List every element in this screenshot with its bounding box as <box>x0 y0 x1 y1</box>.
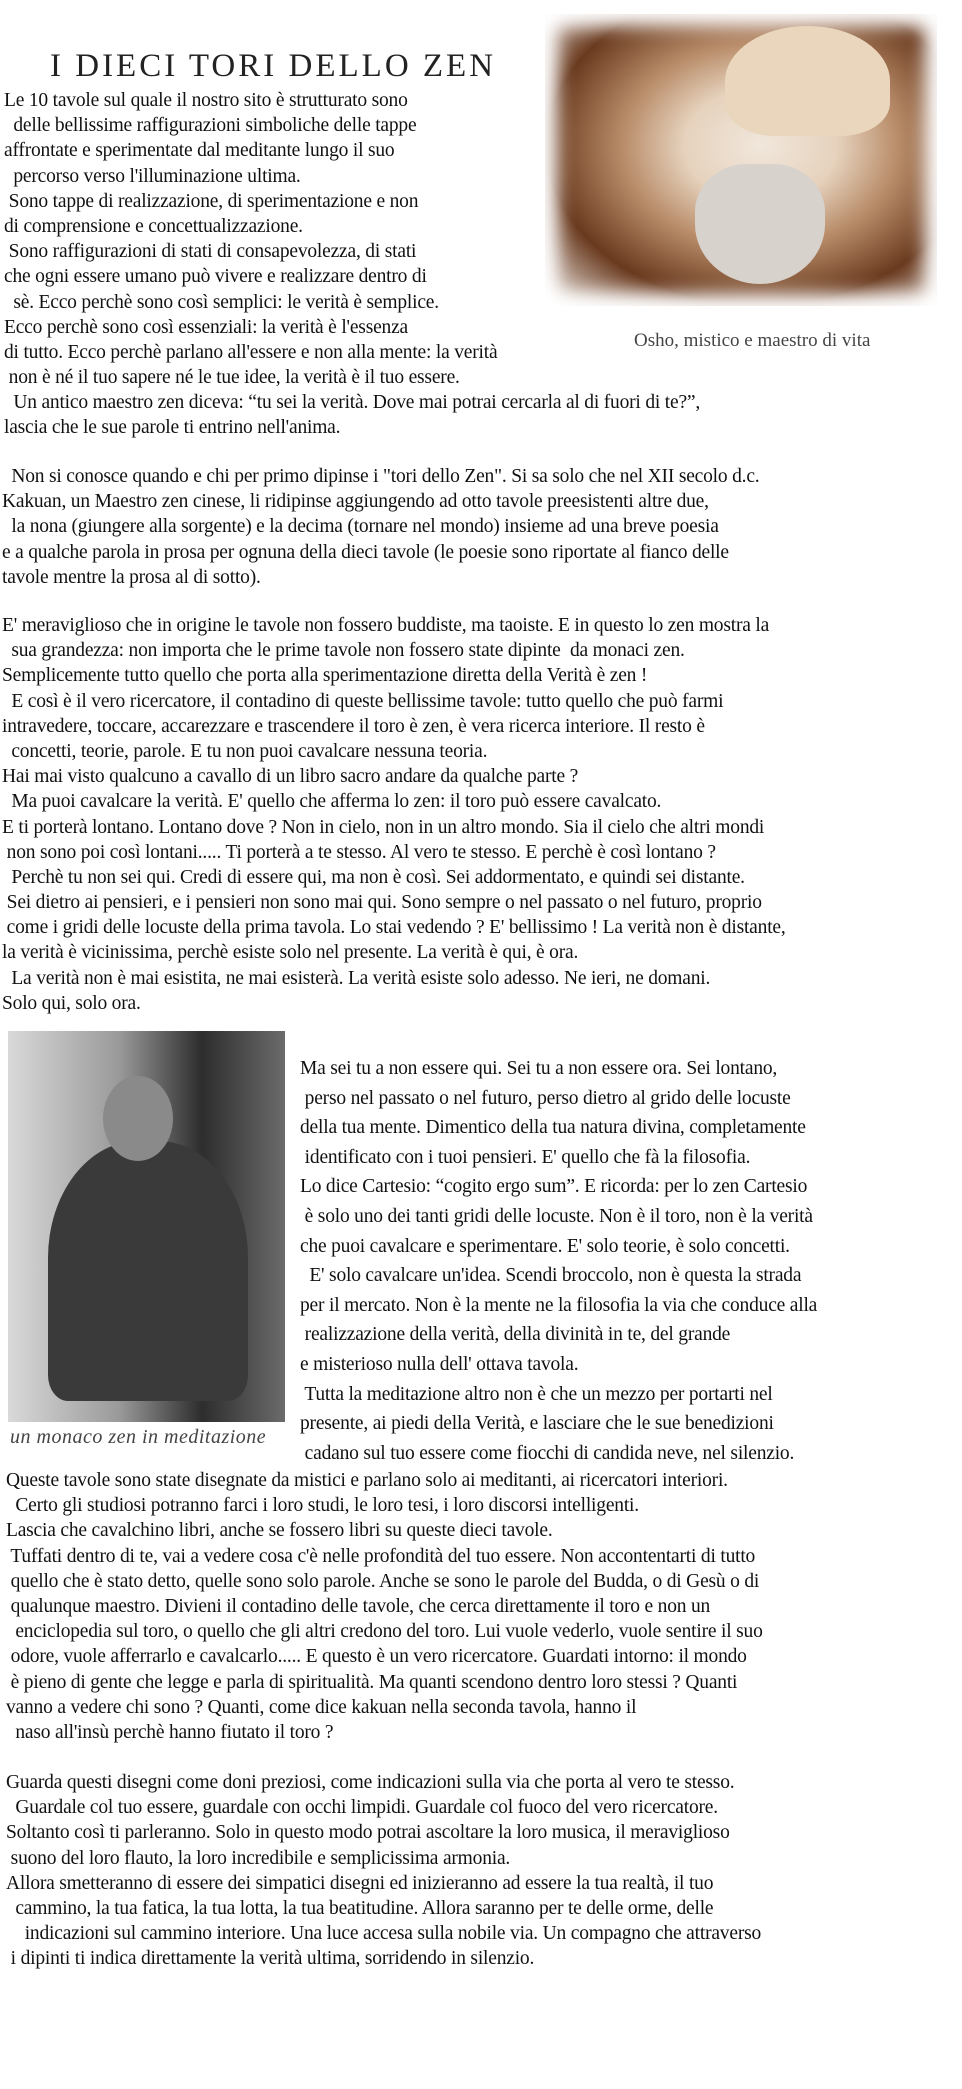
history-paragraph <box>2 464 759 590</box>
seeker-paragraph <box>2 613 786 1016</box>
text-line: indicazioni sul cammino interiore. Una luce accesa sulla nobile via. Un compagno che attraverso <box>6 1923 762 1945</box>
text-line: che puoi cavalcare e sperimentare. E' solo teorie, è solo concetti. <box>300 1235 790 1257</box>
photo-head <box>103 1076 173 1161</box>
photo-hat <box>725 26 890 136</box>
text-line: vanno a vedere chi sono ? Quanti, come dice kakuan nella seconda tavola, hanno il <box>6 1696 637 1718</box>
text-line: che ogni essere umano può vivere e realizzare dentro di <box>4 266 427 288</box>
text-line: E ti porterà lontano. Lontano dove ? Non in cielo, non in un altro mondo. Sia il cielo che altri mondi <box>2 816 765 838</box>
text-line: Tutta la meditazione altro non è che un mezzo per portarti nel <box>300 1383 773 1405</box>
text-line: delle bellissime raffigurazioni simboliche delle tappe <box>4 115 417 137</box>
text-line: Perchè tu non sei qui. Credi di essere qui, ma non è così. Sei addormentato, e quindi sei distante. <box>2 866 745 888</box>
text-line: Kakuan, un Maestro zen cinese, li ridipinse aggiungendo ad otto tavole preesistenti altre due, <box>2 491 709 513</box>
text-line: Ecco perchè sono così essenziali: la verità è l'essenza <box>4 316 408 338</box>
text-line: E' solo cavalcare un'idea. Scendi broccolo, non è questa la strada <box>300 1265 802 1287</box>
monk-photo-caption: un monaco zen in meditazione <box>10 1426 267 1448</box>
text-line: affrontate e sperimentate dal meditante lungo il suo <box>4 140 395 162</box>
text-line: Queste tavole sono state disegnate da mistici e parlano solo ai meditanti, ai ricercatori interiori. <box>6 1470 728 1491</box>
text-line: qualunque maestro. Divieni il contadino delle tavole, che cerca direttamente il toro e non un <box>6 1595 711 1617</box>
text-line: cadano sul tuo essere come fiocchi di candida neve, nel silenzio. <box>300 1442 795 1464</box>
photo-beard <box>695 164 825 284</box>
text-line: presente, ai piedi della Verità, e lasciare che le sue benedizioni <box>300 1413 774 1435</box>
text-line: e a qualche parola in prosa per ognuna della dieci tavole (le poesie sono riportate al fianco delle <box>2 541 729 563</box>
text-line: Guarda questi disegni come doni preziosi, come indicazioni sulla via che porta al vero te stesso. <box>6 1772 735 1793</box>
text-line: E così è il vero ricercatore, il contadino di queste bellissime tavole: tutto quello che può farmi <box>2 690 724 712</box>
text-line: Lo dice Cartesio: “cogito ergo sum”. E ricorda: per lo zen Cartesio <box>300 1176 808 1198</box>
text-line: sua grandezza: non importa che le prime tavole non fossero state dipinte da monaci zen. <box>2 640 685 662</box>
text-line: E' meraviglioso che in origine le tavole non fossero buddiste, ma taoiste. E in questo lo zen mostra la <box>2 615 770 636</box>
text-line: lascia che le sue parole ti entrino nell'anima. <box>4 417 341 439</box>
text-line: La verità non è mai esistita, ne mai esisterà. La verità esiste solo adesso. Ne ieri, ne domani. <box>2 967 711 989</box>
text-line: identificato con i tuoi pensieri. E' quello che fà la filosofia. <box>300 1146 751 1168</box>
text-line: enciclopedia sul toro, o quello che gli altri credono del toro. Lui vuole vederlo, vuole sentire il suo <box>6 1621 763 1643</box>
text-line: Ma puoi cavalcare la verità. E' quello che afferma lo zen: il toro può essere cavalcato. <box>2 791 662 813</box>
text-line: non è né il tuo sapere né le tue idee, la verità è il tuo essere. <box>4 367 460 389</box>
photo-robe <box>48 1141 248 1401</box>
mind-paragraph <box>300 1054 817 1468</box>
text-line: è pieno di gente che legge e parla di spiritualità. Ma quanti scendono dentro loro stessi ? Quanti <box>6 1671 738 1693</box>
text-line: i dipinti ti indica direttamente la verità ultima, sorridendo in silenzio. <box>6 1948 535 1970</box>
text-line: come i gridi delle locuste della prima tavola. Lo stai vedendo ? E' bellissimo ! La verità non è distante, <box>2 917 786 939</box>
intro-paragraph <box>4 88 700 441</box>
text-line: la verità è vicinissima, perchè esiste solo nel presente. La verità è qui, è ora. <box>2 942 579 964</box>
text-line: Sei dietro ai pensieri, e i pensieri non sono mai qui. Sono sempre o nel passato o nel futuro, proprio <box>2 892 762 914</box>
text-line: concetti, teorie, parole. E tu non puoi cavalcare nessuna teoria. <box>2 740 488 762</box>
text-line: della tua mente. Dimentico della tua natura divina, completamente <box>300 1117 806 1139</box>
text-line: Sono raffigurazioni di stati di consapevolezza, di stati <box>4 241 417 263</box>
text-line: Ma sei tu a non essere qui. Sei tu a non essere ora. Sei lontano, <box>300 1058 778 1079</box>
text-line: Certo gli studiosi potranno farci i loro studi, le loro tesi, i loro discorsi intelligenti. <box>6 1495 639 1517</box>
osho-photo-caption: Osho, mistico e maestro di vita <box>634 330 871 351</box>
text-line: per il mercato. Non è la mente ne la filosofia la via che conduce alla <box>300 1294 818 1316</box>
text-line: e misterioso nulla dell' ottava tavola. <box>300 1353 579 1375</box>
text-line: Le 10 tavole sul quale il nostro sito è strutturato sono <box>4 90 408 111</box>
text-line: percorso verso l'illuminazione ultima. <box>4 165 301 187</box>
text-line: Allora smetteranno di essere dei simpatici disegni ed inizieranno ad essere la tua realtà, il tuo <box>6 1872 714 1894</box>
text-line: Soltanto così ti parleranno. Solo in questo modo potrai ascoltare la loro musica, il meraviglioso <box>6 1822 730 1844</box>
text-line: Semplicemente tutto quello che porta alla sperimentazione diretta della Verità è zen ! <box>2 665 648 687</box>
page-title: I DIECI TORI DELLO ZEN <box>50 48 497 85</box>
monk-photo <box>8 1031 285 1422</box>
text-line: Solo qui, solo ora. <box>2 992 141 1014</box>
text-line: la nona (giungere alla sorgente) e la decima (tornare nel mondo) insieme ad una breve poesia <box>2 516 719 538</box>
text-line: odore, vuole afferrarlo e cavalcarlo..... E questo è un vero ricercatore. Guardati intorno: il mondo <box>6 1646 747 1668</box>
text-line: Guardale col tuo essere, guardale con occhi limpidi. Guardale col fuoco del vero ricercatore. <box>6 1797 718 1819</box>
text-line: naso all'insù perchè hanno fiutato il toro ? <box>6 1721 334 1743</box>
text-line: quello che è stato detto, quelle sono solo parole. Anche se sono le parole del Budda, o di Gesù o di <box>6 1570 760 1592</box>
text-line: Sono tappe di realizzazione, di sperimentazione e non <box>4 190 419 212</box>
text-line: Un antico maestro zen diceva: “tu sei la verità. Dove mai potrai cercarla al di fuori di te?”, <box>4 392 701 414</box>
text-line: Non si conosce quando e chi per primo dipinse i "tori dello Zen". Si sa solo che nel XII secolo d.c. <box>2 466 760 487</box>
text-line: non sono poi così lontani..... Ti porterà a te stesso. Al vero te stesso. E perchè è così lontano ? <box>2 841 716 863</box>
closing-paragraph <box>6 1770 761 1972</box>
text-line: sè. Ecco perchè sono così semplici: le verità è semplice. <box>4 291 439 313</box>
text-line: intravedere, toccare, accarezzare e trascendere il toro è zen, è vera ricerca interiore. Il resto è <box>2 715 705 737</box>
text-line: perso nel passato o nel futuro, perso dietro al grido delle locuste <box>300 1087 791 1109</box>
text-line: Tuffati dentro di te, vai a vedere cosa c'è nelle profondità del tuo essere. Non accontentarti di tutto <box>6 1545 756 1567</box>
text-line: Hai mai visto qualcuno a cavallo di un libro sacro andare da qualche parte ? <box>2 766 579 788</box>
text-line: suono del loro flauto, la loro incredibile e semplicissima armonia. <box>6 1847 511 1869</box>
text-line: Lascia che cavalchino libri, anche se fossero libri su queste dieci tavole. <box>6 1520 553 1542</box>
mystics-paragraph <box>6 1468 763 1745</box>
text-line: di tutto. Ecco perchè parlano all'essere e non alla mente: la verità <box>4 341 498 363</box>
text-line: realizzazione della verità, della divinità in te, del grande <box>300 1324 731 1346</box>
text-line: è solo uno dei tanti gridi delle locuste. Non è il toro, non è la verità <box>300 1205 813 1227</box>
text-line: di comprensione e concettualizzazione. <box>4 215 303 237</box>
text-line: tavole mentre la prosa al di sotto). <box>2 566 261 588</box>
text-line: cammino, la tua fatica, la tua lotta, la tua beatitudine. Allora saranno per te delle orme, delle <box>6 1897 714 1919</box>
